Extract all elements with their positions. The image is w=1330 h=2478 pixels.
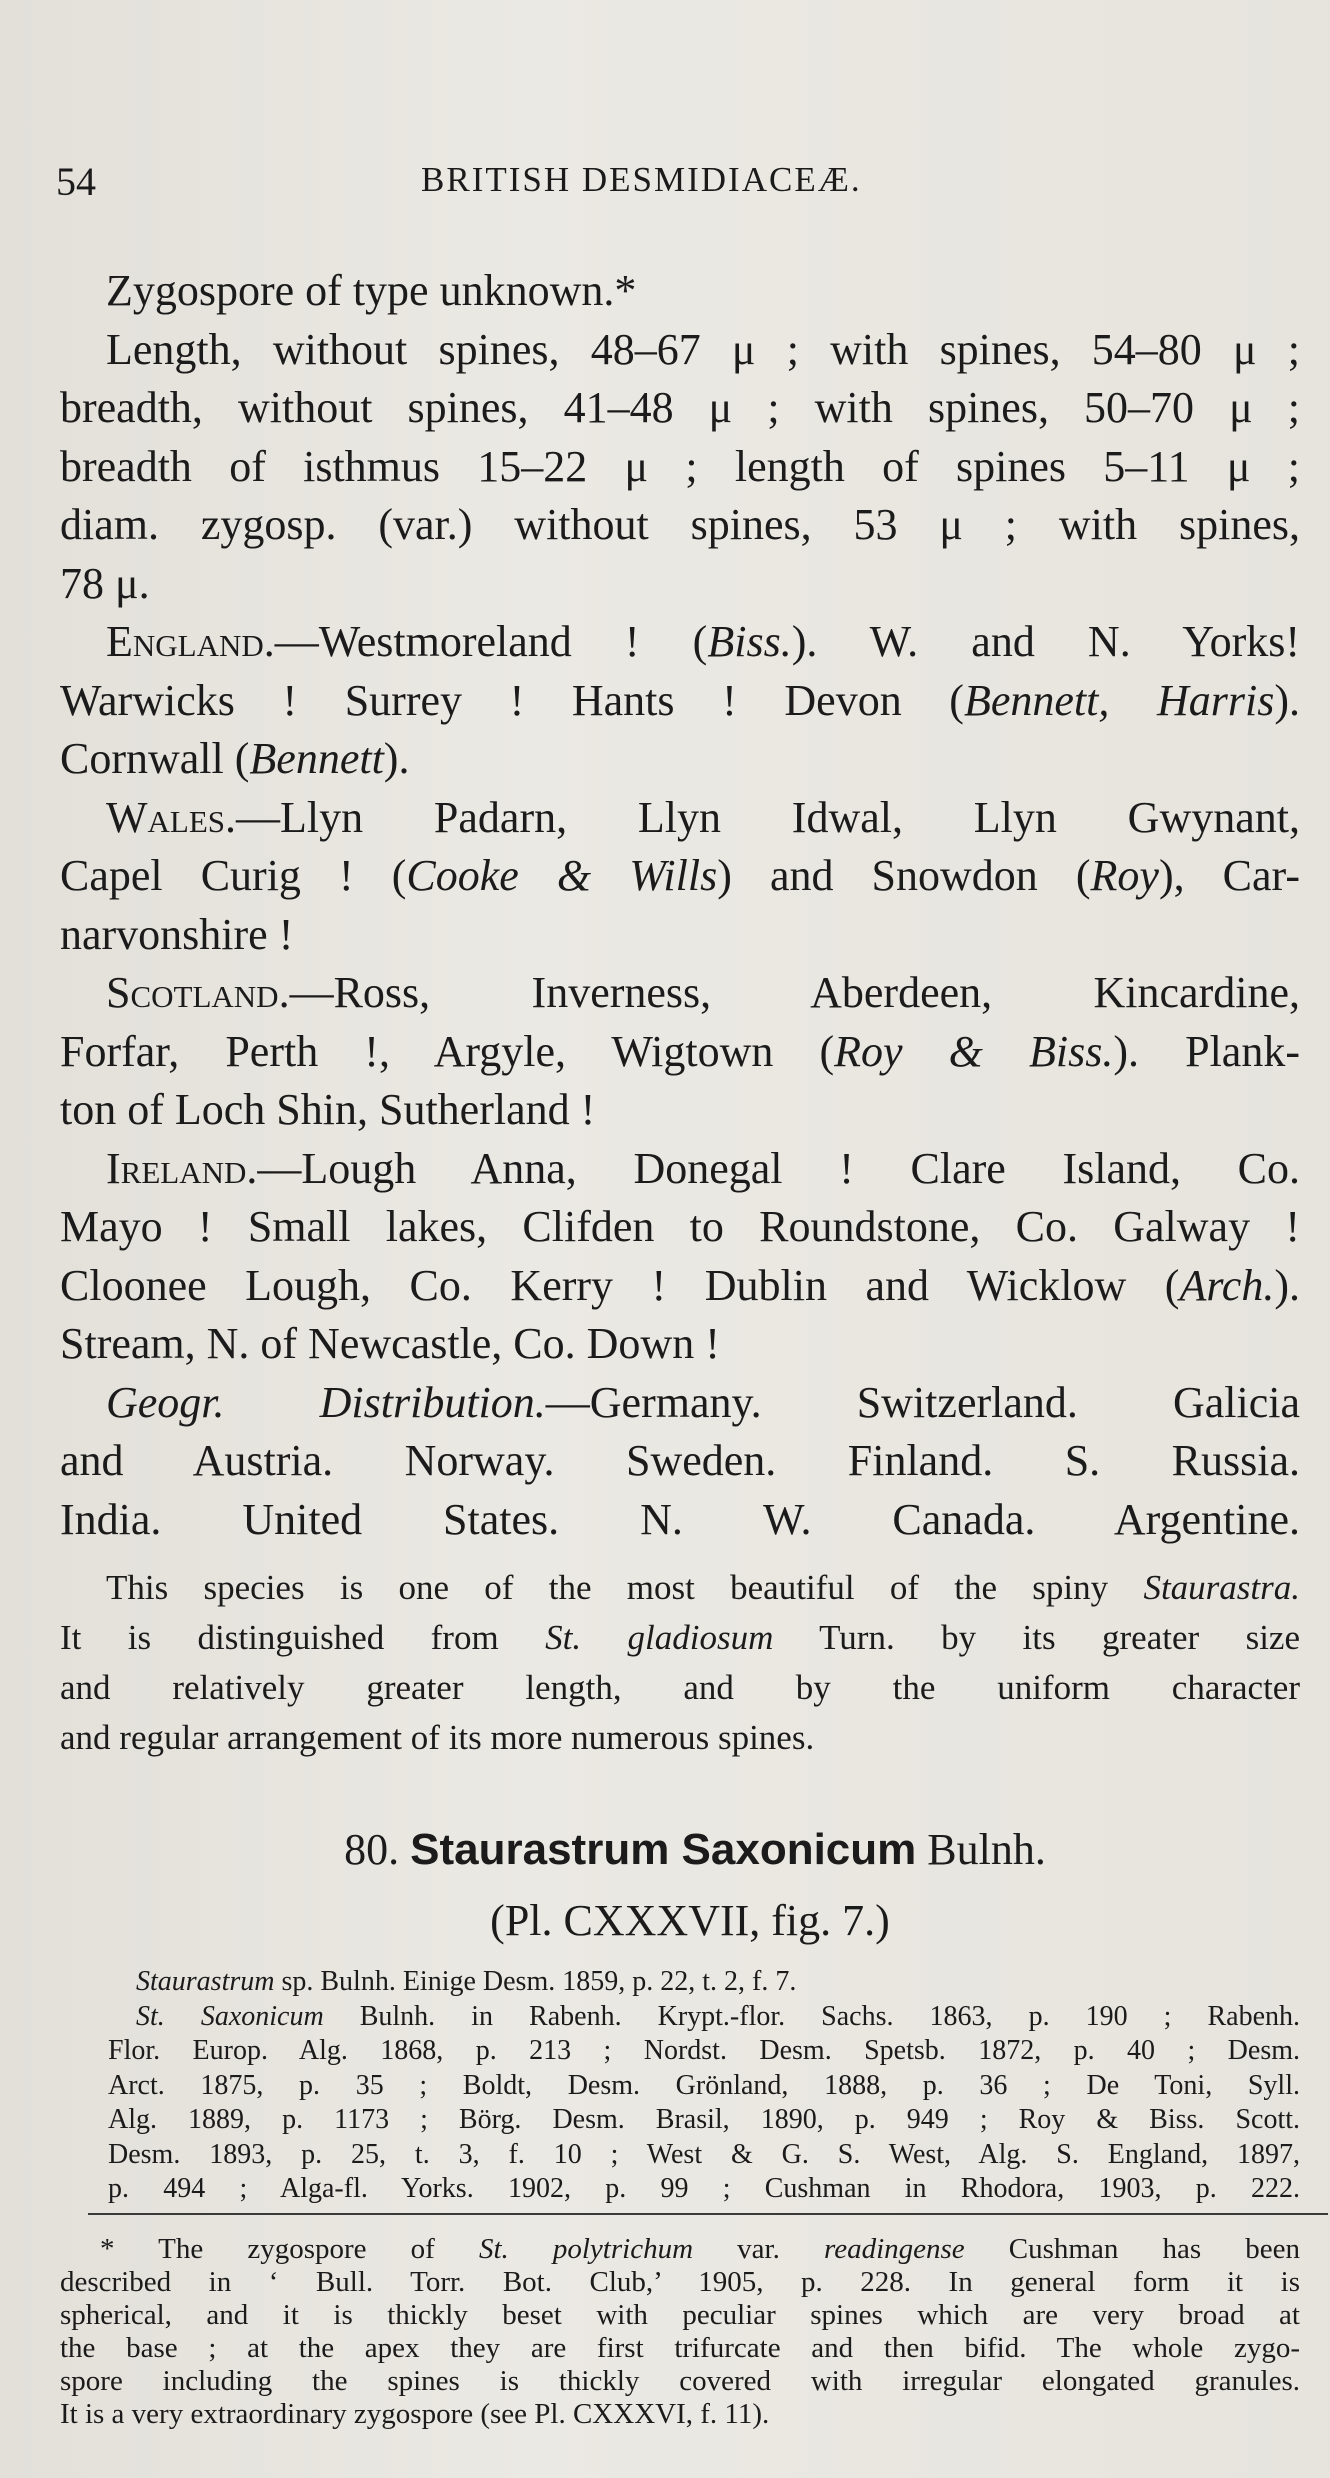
species-number: 80.: [344, 1825, 400, 1874]
scotland-label: Scotland.: [106, 968, 290, 1017]
remark-line: This species is one of the most beautiful of the spiny Staurastra.: [106, 1568, 1300, 1607]
ireland-line: Mayo ! Small lakes, Clifden to Roundstone, Co. Galway !: [60, 1202, 1300, 1251]
main-text: [60, 262, 1300, 2431]
species-remark: [60, 1563, 1300, 1763]
england-label: England.: [106, 617, 275, 666]
ireland-line: Cloonee Lough, Co. Kerry ! Dublin and Wicklow (Arch.).: [60, 1260, 1300, 1310]
footnote-line: described in ‘ Bull. Torr. Bot. Club,’ 1905, p. 228. In general form it is: [60, 2265, 1300, 2298]
ireland-line: Stream, N. of Newcastle, Co. Down !: [60, 1319, 720, 1368]
scotland-line: Forfar, Perth !, Argyle, Wigtown (Roy & Biss.). Plank-: [60, 1026, 1300, 1076]
ireland-label: Ireland.: [106, 1143, 258, 1193]
synonymy-line: St. Saxonicum Bulnh. in Rabenh. Krypt.-flor. Sachs. 1863, p. 190 ; Rabenh.: [136, 2000, 1301, 2032]
footnote-line: spore including the spines is thickly covered with irregular elongated granules.: [60, 2364, 1300, 2397]
wales-line: Wales.—Llyn Padarn, Llyn Idwal, Llyn Gwynant,: [106, 792, 1300, 842]
footnote-rule: [88, 2213, 1328, 2215]
measurement-line: breadth of isthmus 15–22 μ ; length of spines 5–11 μ ;: [60, 441, 1300, 491]
footnote: [60, 2233, 1300, 2431]
running-title: BRITISH DESMIDIACEÆ.: [421, 160, 862, 199]
remark-line: It is distinguished from St. gladiosum Turn. by its greater size: [60, 1618, 1300, 1657]
synonymy-line: Flor. Europ. Alg. 1868, p. 213 ; Nordst. Desm. Spetsb. 1872, p. 40 ; Desm.: [108, 2035, 1300, 2066]
england-line: Cornwall (Bennett).: [60, 734, 410, 783]
footnote-line: It is a very extraordinary zygospore (see Pl. CXXXVI, f. 11).: [60, 2397, 770, 2430]
remark-line: and relatively greater length, and by the uniform character: [60, 1668, 1300, 1707]
species-heading: [60, 1821, 1300, 1951]
geogr-label: Geogr. Distribution.: [106, 1377, 546, 1427]
wales-line: narvonshire !: [60, 909, 294, 959]
synonymy-line: Alg. 1889, p. 1173 ; Börg. Desm. Brasil, 1890, p. 949 ; Roy & Biss. Scott.: [108, 2104, 1300, 2135]
synonymy-line: Desm. 1893, p. 25, t. 3, f. 10 ; West & G. S. West, Alg. S. England, 1897,: [108, 2138, 1300, 2170]
geogr-line: India. United States. N. W. Canada. Argentine.: [60, 1494, 1300, 1544]
measurement-line: diam. zygosp. (var.) without spines, 53 μ ; with spines,: [60, 500, 1300, 549]
synonymy-line: Arct. 1875, p. 35 ; Boldt, Desm. Grönland, 1888, p. 36 ; De Toni, Syll.: [108, 2069, 1300, 2101]
scotland-line: ton of Loch Shin, Sutherland !: [60, 1085, 596, 1134]
remark-line: and regular arrangement of its more numerous spines.: [60, 1718, 815, 1757]
page-number: 54: [56, 159, 96, 204]
zygospore-line: Zygospore of type unknown.*: [106, 266, 637, 315]
species-name: Staurastrum Saxonicum: [410, 1825, 917, 1874]
species-title: [60, 1821, 1300, 1879]
footnote-line: the base ; at the apex they are first trifurcate and then bifid. The whole zygo-: [60, 2331, 1300, 2364]
england-line: Warwicks ! Surrey ! Hants ! Devon (Bennett, Harris).: [60, 675, 1300, 725]
measurement-line: Length, without spines, 48–67 μ ; with spines, 54–80 μ ;: [106, 324, 1300, 374]
species-author: Bulnh.: [927, 1825, 1046, 1874]
plate-reference: (Pl. CXXXVII, fig. 7.): [490, 1896, 890, 1945]
footnote-line: * The zygospore of St. polytrichum var. readingense Cushman has been: [100, 2232, 1301, 2265]
scotland-line: Scotland.—Ross, Inverness, Aberdeen, Kincardine,: [106, 968, 1300, 1017]
wales-label: Wales.: [106, 792, 237, 842]
synonymy-line: Staurastrum sp. Bulnh. Einige Desm. 1859, p. 22, t. 2, f. 7.: [136, 1966, 797, 1997]
ireland-line: Ireland.—Lough Anna, Donegal ! Clare Island, Co.: [106, 1143, 1300, 1193]
measurement-line: 78 μ.: [60, 558, 150, 608]
synonymy: [60, 1965, 1300, 2207]
synonymy-line: p. 494 ; Alga-fl. Yorks. 1902, p. 99 ; Cushman in Rhodora, 1903, p. 222.: [108, 2173, 1300, 2204]
geogr-line: Geogr. Distribution.—Germany. Switzerland. Galicia: [106, 1377, 1300, 1427]
page-header: [56, 158, 1286, 218]
footnote-line: spherical, and it is thickly beset with peculiar spines which are very broad at: [60, 2298, 1300, 2331]
england-line: England.—Westmoreland ! (Biss.). W. and N. Yorks!: [106, 617, 1300, 666]
wales-line: Capel Curig ! (Cooke & Wills) and Snowdon (Roy), Car-: [60, 851, 1300, 900]
measurement-line: breadth, without spines, 41–48 μ ; with spines, 50–70 μ ;: [60, 383, 1300, 432]
geogr-line: and Austria. Norway. Sweden. Finland. S. Russia.: [60, 1436, 1300, 1485]
